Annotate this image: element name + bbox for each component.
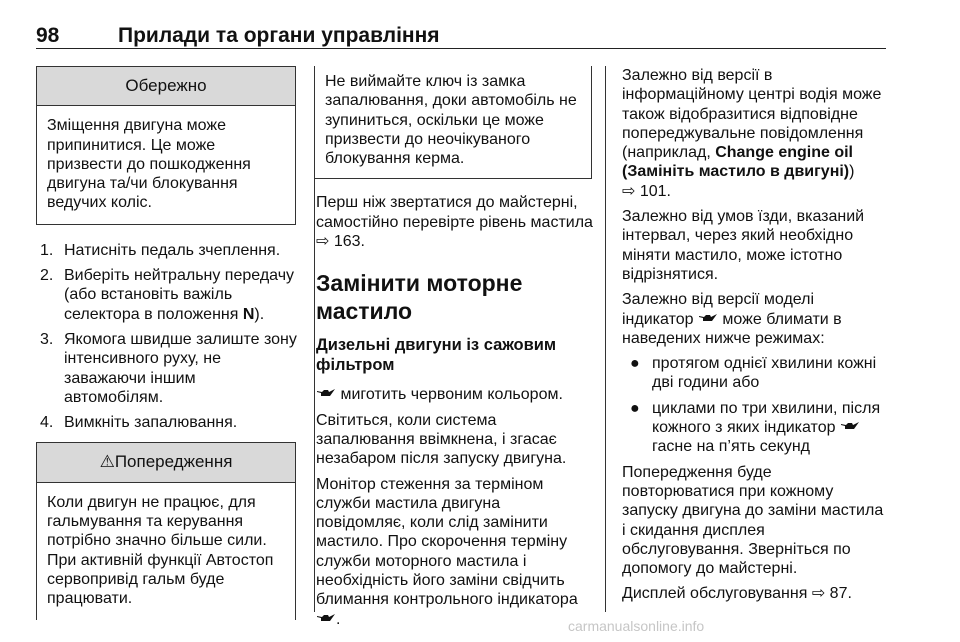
steps-list bbox=[36, 241, 298, 433]
page-ref: 87. bbox=[829, 585, 852, 603]
ignition-key-note: Не виймайте ключ із замка запалювання, доки автомобіль не зупиниться, оскільки це може призвести до неочікуваного блокування керма. bbox=[314, 66, 592, 179]
warning-heading: ⚠Попередження bbox=[37, 443, 295, 482]
dic-message: Change engine oil (Замініть мастило в двигуні) bbox=[622, 144, 853, 181]
oil-level-paragraph: Перш ніж звертатися до майстерні, самостійно перевірте рівень мастила ⇨ 163. bbox=[316, 194, 593, 251]
warning-text: Коли двигун не працює, для гальмування та керування потрібно значно більше сили. При активній функції Автостоп сервопривід гальм буде працювати. bbox=[47, 493, 274, 608]
list-item: ● протягом однієї хвилини кожні дві години або bbox=[630, 355, 877, 392]
indicator-paragraph: миготить червоним кольором. bbox=[314, 385, 594, 404]
paragraph: Світиться, коли система запалювання ввімкнена, і згасає незабаром після запуску двигуна. bbox=[316, 411, 567, 468]
oil-life-monitor-paragraph: Монітор стеження за терміном служби мастила двигуна повідомляє, коли слід замінити мастило. Про скорочення терміну служби моторного мастила і необхідність його заміни свідчить блимання контрольного індикатора . bbox=[316, 475, 578, 628]
footer-watermark: carmanualsonline.info bbox=[568, 618, 705, 634]
caution-heading: Обережно bbox=[37, 67, 295, 106]
page-ref-icon: ⇨ bbox=[622, 182, 636, 200]
header-divider bbox=[36, 48, 886, 49]
oil-can-icon bbox=[840, 418, 860, 437]
page-ref: 101. bbox=[639, 182, 671, 200]
indicator-modes-paragraph: Залежно від версії моделі індикатор може блимати в наведених нижче режимах: bbox=[622, 291, 842, 347]
page-title: Прилади та органи управління bbox=[118, 24, 440, 47]
page-ref-icon: ⇨ bbox=[811, 585, 826, 603]
service-display-paragraph: Дисплей обслуговування ⇨ 87. bbox=[622, 585, 852, 603]
subsection-heading: Дизельні двигуни із сажовим фільтром bbox=[316, 336, 557, 375]
list-item: 3. Якомога швидше залиште зону інтенсивного руху, не заважаючи іншим автомобілям. bbox=[40, 330, 297, 406]
caution-text: Зміщення двигуна може припинитися. Це може призвести до пошкодження двигуна та/чи блокування ведучих коліс. bbox=[47, 117, 251, 212]
list-item: ● циклами по три хвилини, після кожного з яких індикатор гасне на п’ять секунд bbox=[630, 399, 881, 456]
oil-can-icon bbox=[316, 610, 336, 629]
oil-can-icon bbox=[698, 310, 718, 329]
column-2 bbox=[314, 66, 594, 635]
page-ref: 163. bbox=[333, 233, 365, 251]
column-1 bbox=[36, 66, 298, 620]
paragraph: Залежно від умов їзди, вказаний інтервал, через який необхідно міняти мастило, може істотно відрізнятися. bbox=[622, 208, 865, 283]
paragraph: Попередження буде повторюватися при кожному запуску двигуна до заміни мастила і скидання дисплея обслуговування. Зверніться по допомогу до майстерні. bbox=[622, 463, 884, 578]
list-item: 2. Виберіть нейтральну передачу (або встановіть важіль селектора в положення N). bbox=[40, 267, 295, 323]
oil-can-icon bbox=[316, 385, 336, 404]
caution-box bbox=[36, 66, 296, 225]
list-item: 4. Вимкніть запалювання. bbox=[40, 414, 238, 432]
blink-modes-list bbox=[622, 354, 888, 456]
column-divider bbox=[605, 66, 606, 612]
page-number: 98 bbox=[36, 24, 60, 47]
section-heading: Замінити моторне мастило bbox=[316, 270, 523, 325]
warning-box bbox=[36, 442, 296, 619]
warning-triangle-icon: ⚠ bbox=[99, 452, 115, 472]
gear-position-n: N bbox=[242, 305, 255, 323]
dic-message-paragraph: Залежно від версії в інформаційному центрі водія може також відобразитися відповідне попереджувальне повідомлення (наприклад, Change engine oil (Замініть мастило в двигуні)) ⇨ 101. bbox=[622, 67, 882, 200]
list-item: 1. Натисніть педаль зчеплення. bbox=[40, 241, 281, 259]
page-ref-icon: ⇨ bbox=[316, 233, 330, 251]
column-3 bbox=[622, 66, 888, 610]
